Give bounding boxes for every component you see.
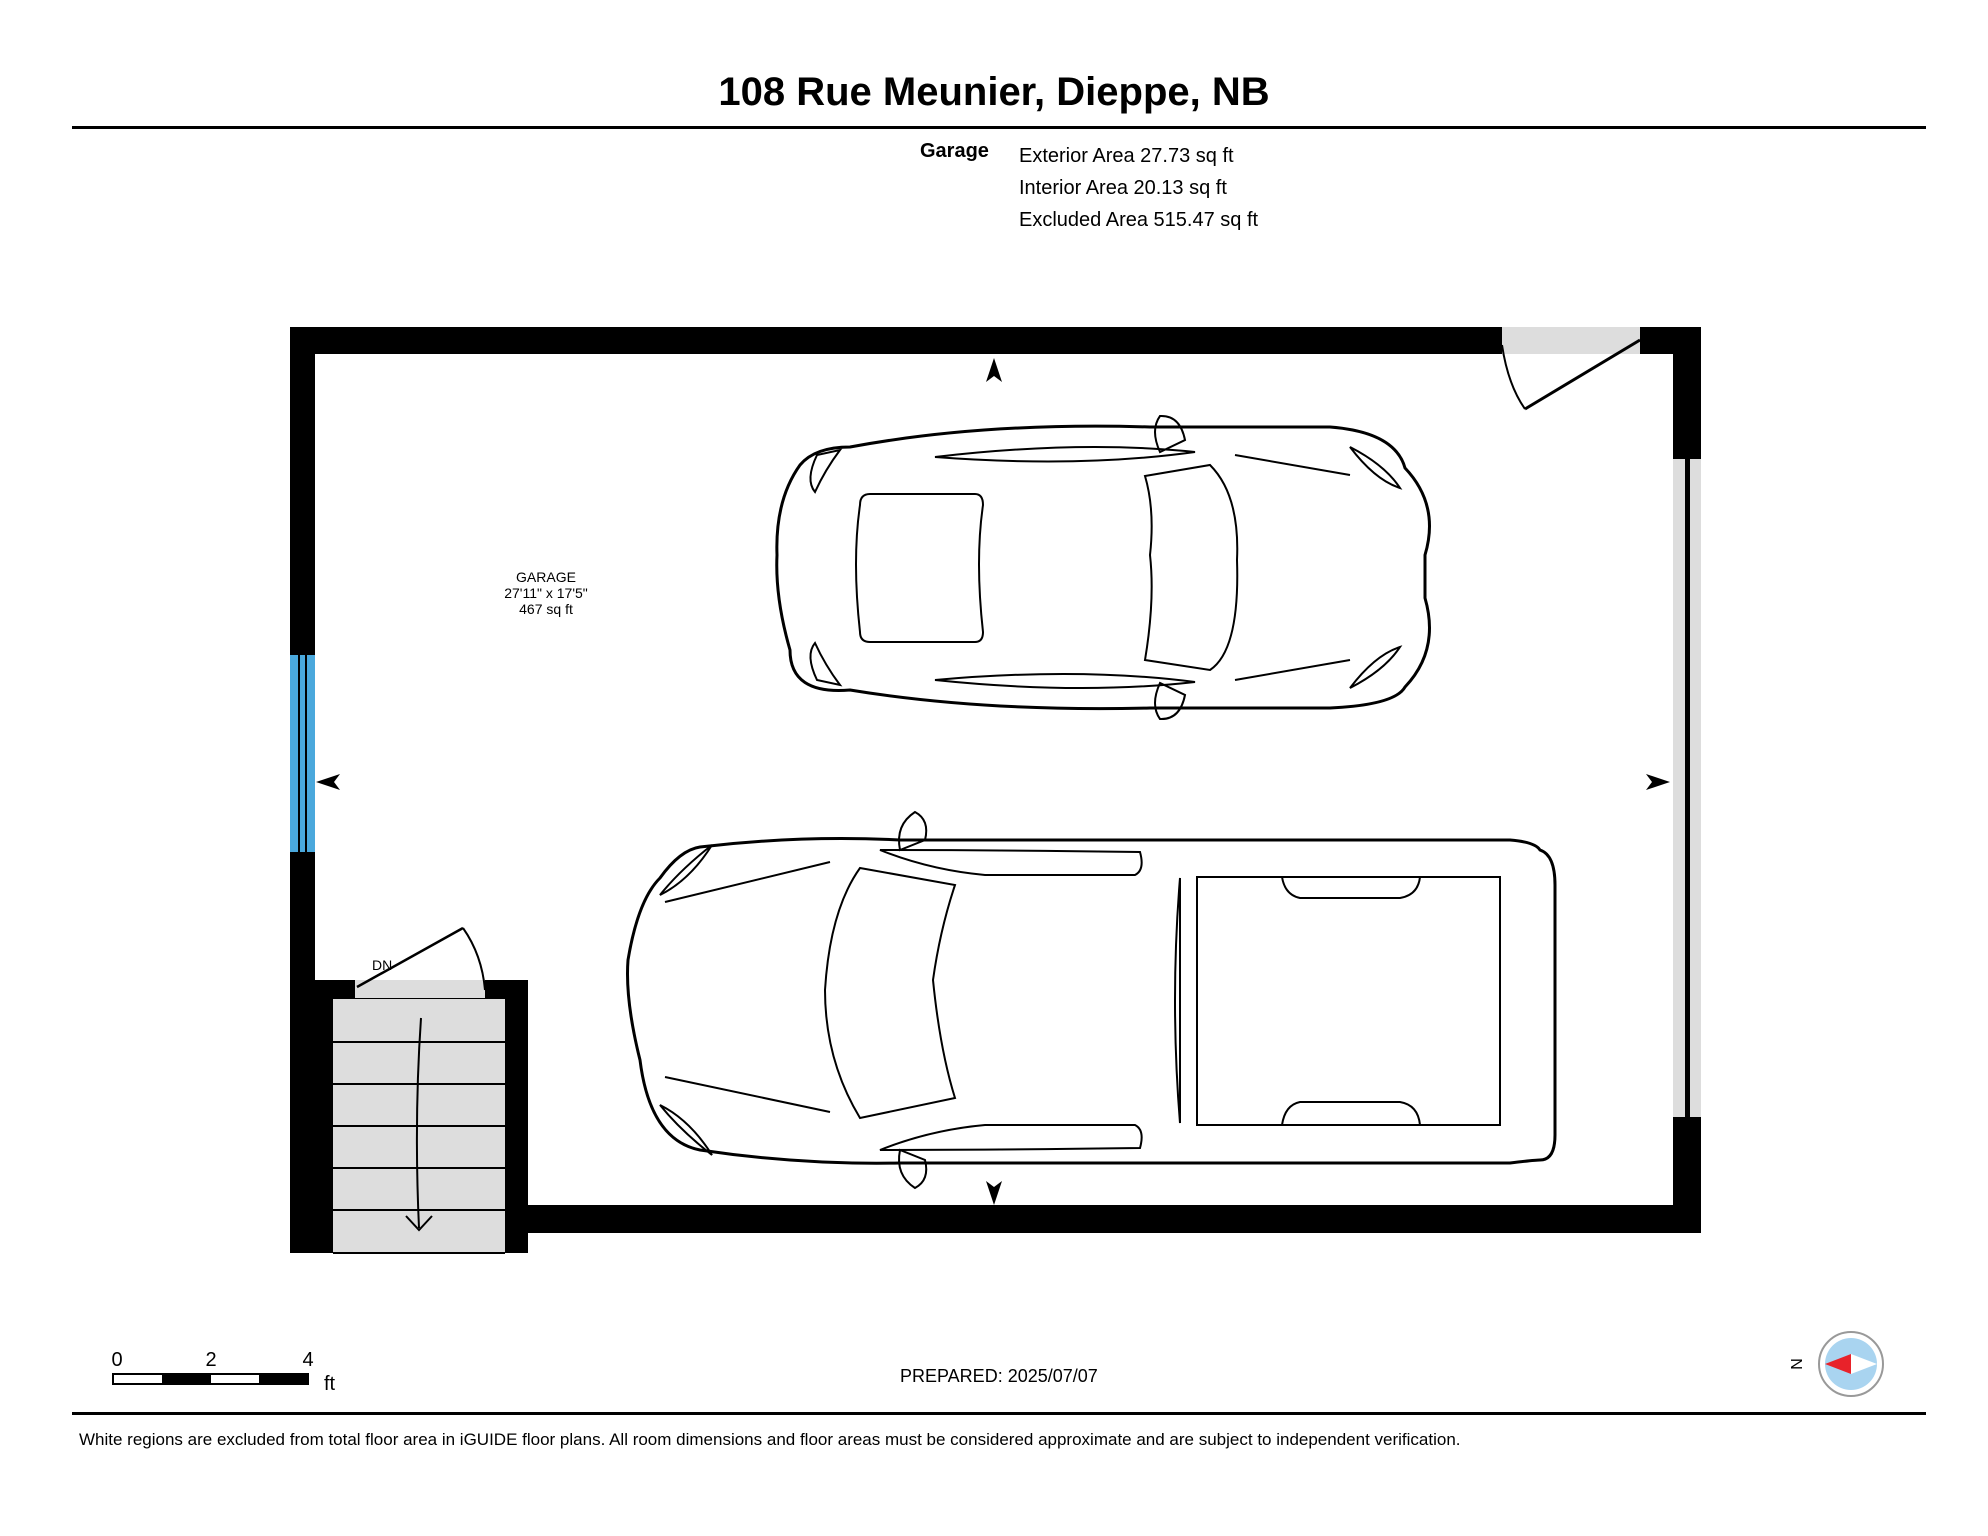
arrow-down-icon <box>986 1181 1002 1205</box>
wall-left-upper <box>290 327 315 655</box>
wall-left-lower <box>290 852 315 1253</box>
compass-label: N <box>1789 1358 1806 1370</box>
arrow-left-icon <box>316 774 340 790</box>
room-area: 467 sq ft <box>519 601 573 617</box>
wall-stair-left <box>315 995 333 1253</box>
scale-tick-2: 2 <box>205 1349 217 1371</box>
wall-top <box>290 327 1502 354</box>
footer-disclaimer: White regions are excluded from total floor area in iGUIDE floor plans. All room dimensions and floor areas must be considered approximate and are subject to independent verification. <box>79 1430 1461 1449</box>
staircase <box>333 928 505 1253</box>
prepared-date: PREPARED: 2025/07/07 <box>900 1366 1098 1386</box>
room-name: GARAGE <box>516 569 576 585</box>
truck-icon <box>628 812 1556 1188</box>
wall-right-upper <box>1673 327 1701 459</box>
scale-tick-4: 4 <box>302 1349 314 1371</box>
wall-bottom <box>500 1205 1701 1233</box>
area-summary-label: Garage <box>920 140 989 162</box>
arrow-right-icon <box>1646 774 1670 790</box>
garage-door <box>1673 459 1701 1117</box>
page-title: 108 Rue Meunier, Dieppe, NB <box>718 70 1270 114</box>
scale-bar <box>113 1374 308 1384</box>
entry-door <box>1502 327 1640 409</box>
bottom-rule <box>72 1412 1926 1415</box>
car-icon <box>777 416 1430 719</box>
room-dimensions: 27'11" x 17'5" <box>504 585 588 601</box>
left-window <box>290 655 315 852</box>
stair-label: DN <box>372 957 393 973</box>
scale-tick-0: 0 <box>111 1349 123 1371</box>
excluded-area: Excluded Area 515.47 sq ft <box>1019 209 1259 231</box>
interior-area: Interior Area 20.13 sq ft <box>1019 177 1227 199</box>
scale-unit: ft <box>324 1373 336 1395</box>
arrow-up-icon <box>986 358 1002 382</box>
wall-stair-right <box>505 980 528 1253</box>
exterior-area: Exterior Area 27.73 sq ft <box>1019 145 1234 167</box>
compass-icon <box>1819 1332 1883 1396</box>
